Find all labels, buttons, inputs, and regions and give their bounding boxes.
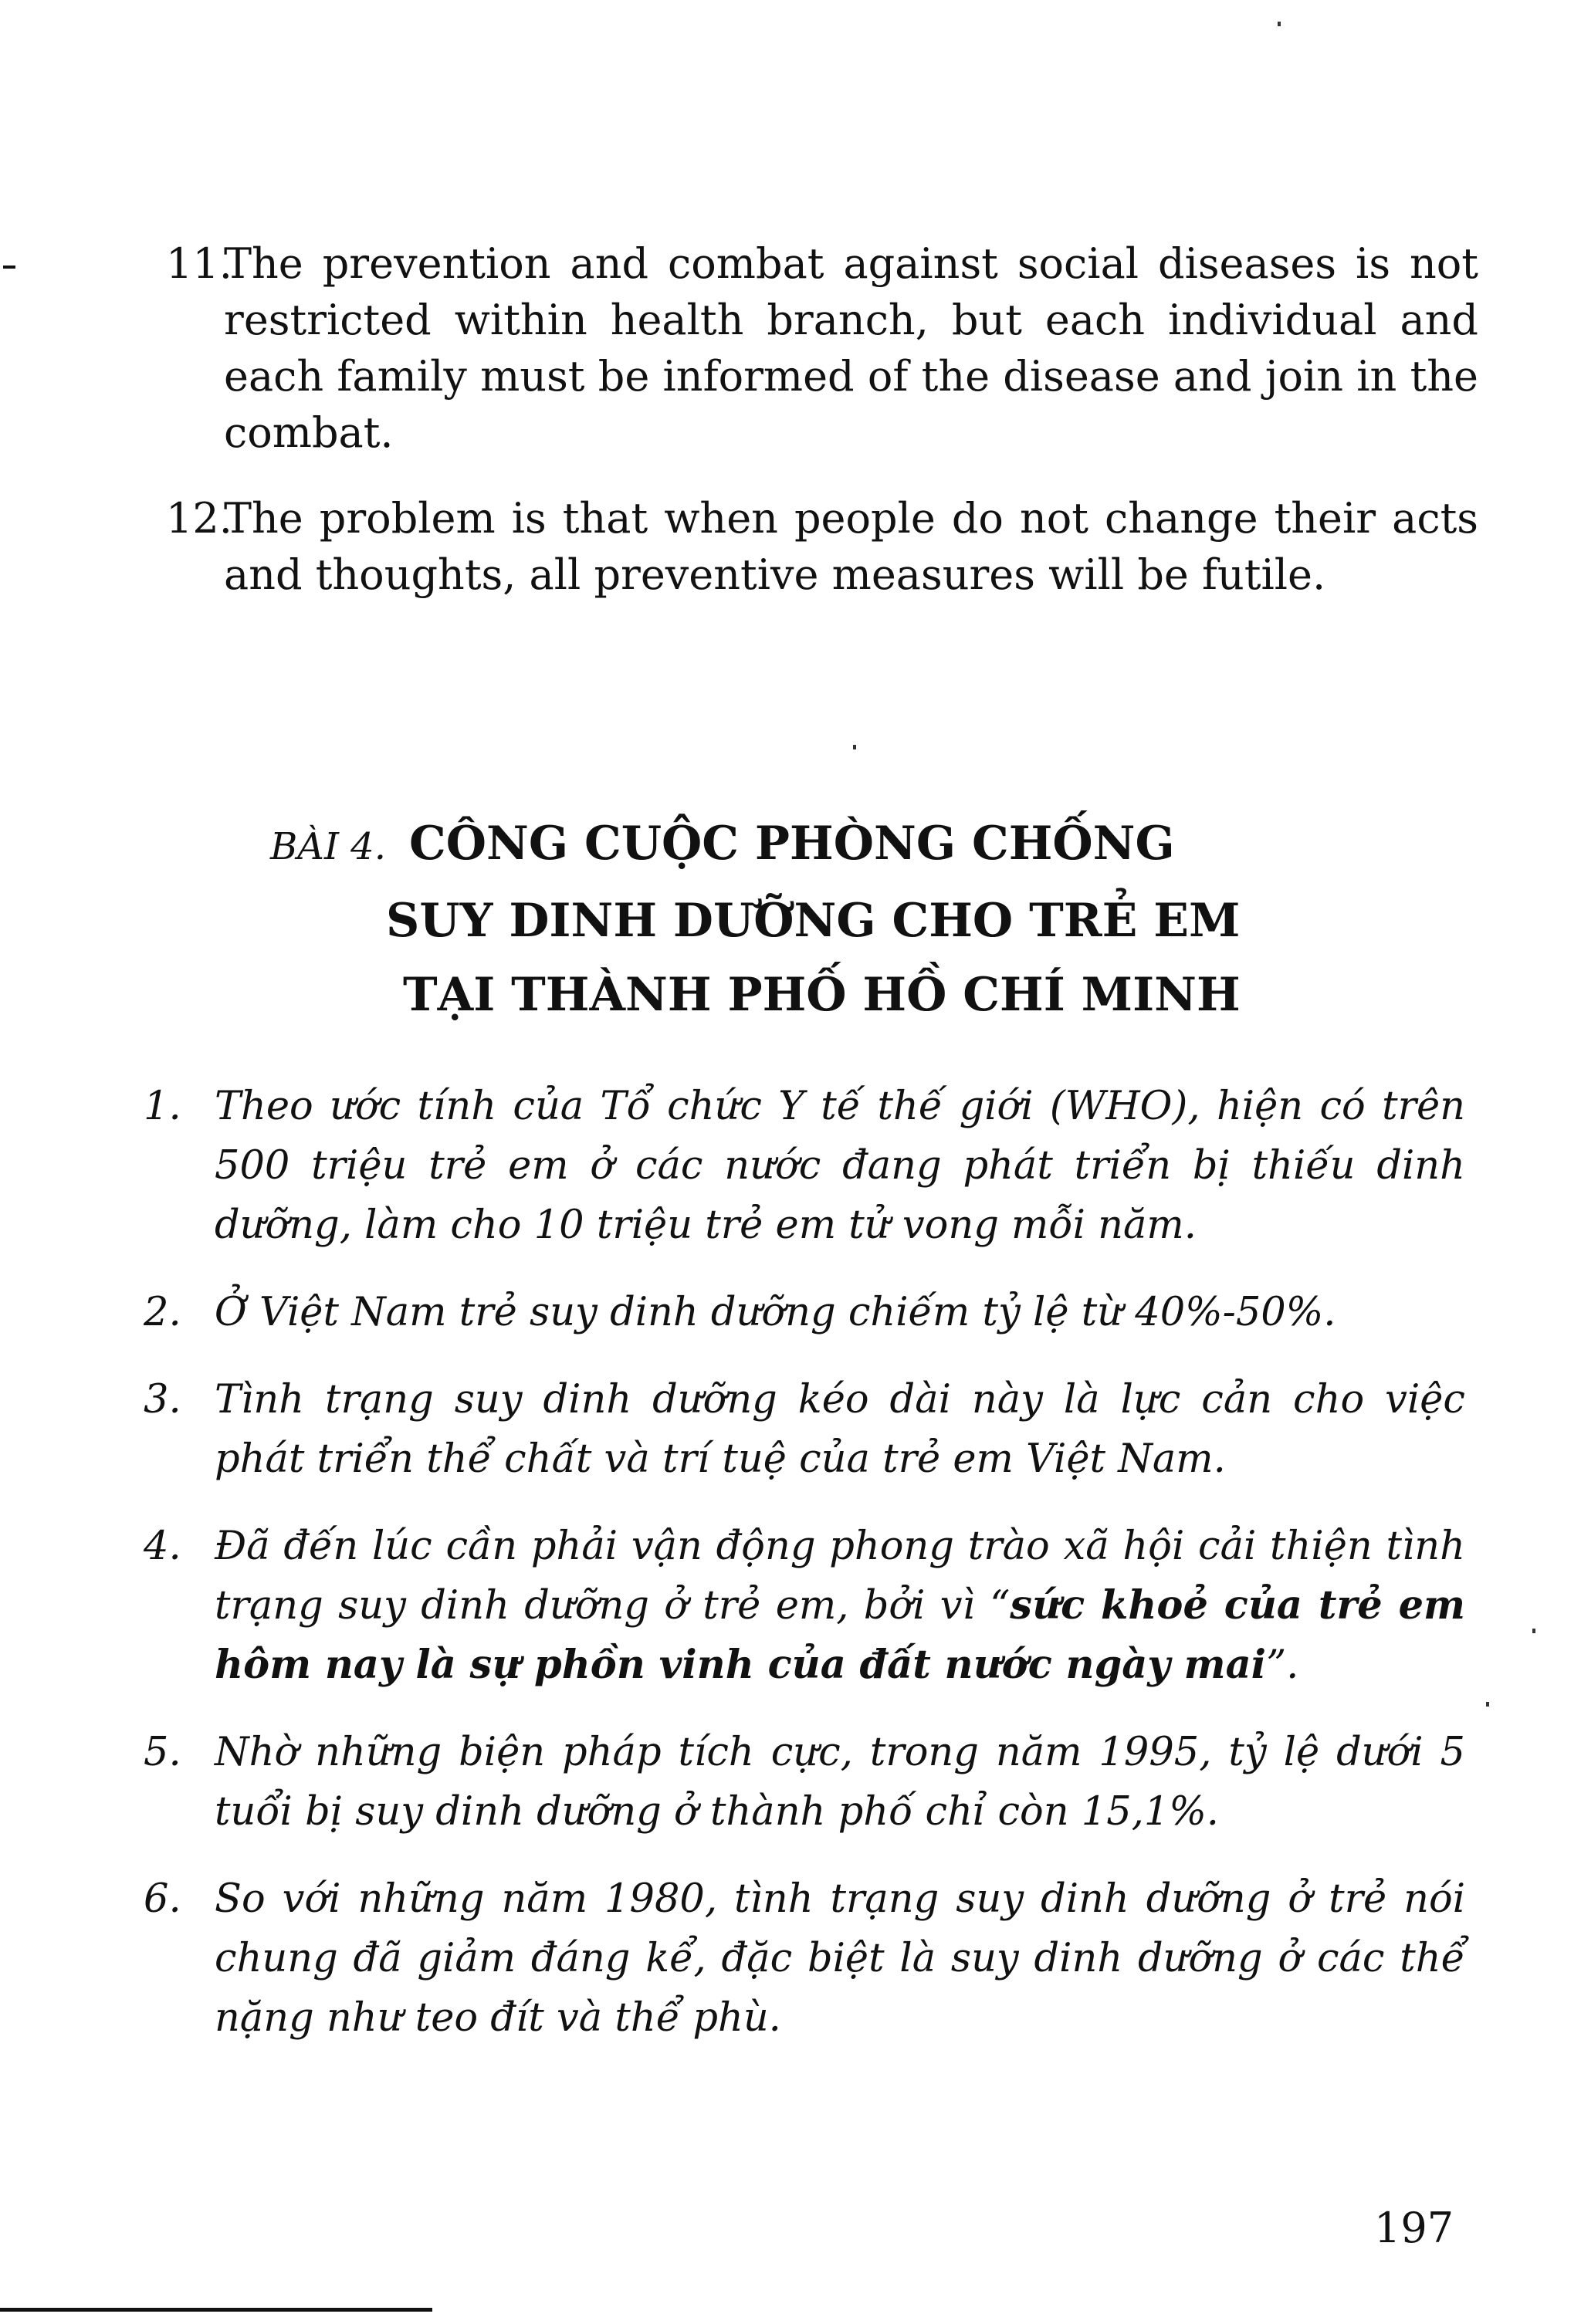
item-text: The prevention and combat against social diseases is not restricted within health branch, but each individual and each family must be informed of the disease and join in the combat. — [224, 239, 1478, 457]
english-list — [166, 235, 1478, 632]
list-item — [137, 1283, 1465, 1342]
item-text — [215, 1524, 1465, 1688]
list-item — [166, 235, 1478, 461]
item-number: 5. — [144, 1730, 181, 1775]
item-text: The problem is that when people do not change their acts and thoughts, all preventive measures will be futile. — [224, 494, 1478, 599]
item-text-bold-quote: sức khoẻ của trẻ em hôm nay là sự phồn vinh của đất nước ngày mai — [215, 1582, 1465, 1688]
item-number: 11. — [166, 239, 232, 288]
item-text: Tình trạng suy dinh dưỡng kéo dài này là lực cản cho việc phát triển thể chất và trí tuệ của trẻ em Việt Nam. — [215, 1377, 1465, 1482]
lesson-heading — [270, 807, 1274, 1032]
item-number: 3. — [144, 1377, 181, 1422]
scan-margin-mark — [3, 266, 15, 269]
list-item — [137, 1517, 1465, 1695]
item-number: 12. — [166, 494, 232, 543]
page-number: 197 — [1374, 2204, 1454, 2252]
item-text-end: ”. — [1266, 1642, 1299, 1688]
scan-speck — [1532, 1629, 1535, 1633]
list-item — [137, 1723, 1465, 1842]
heading-line-1: CÔNG CUỘC PHÒNG CHỐNG — [408, 817, 1175, 871]
heading-line-2: SUY DINH DƯỠNG CHO TRẺ EM — [386, 894, 1241, 948]
item-number: 4. — [144, 1524, 181, 1569]
list-item — [137, 1869, 1465, 2048]
vietnamese-list — [137, 1077, 1465, 2075]
item-number: 6. — [144, 1876, 181, 1922]
lesson-label: BÀI 4. — [270, 825, 386, 868]
item-text: Theo ước tính của Tổ chức Y tế thế giới (WHO), hiện có trên 500 triệu trẻ em ở các nước đang phát triển bị thiếu dinh dưỡng, làm cho 10 triệu trẻ em tử vong mỗi năm. — [215, 1084, 1465, 1248]
scan-speck — [1486, 1702, 1489, 1707]
scan-speck — [853, 745, 856, 749]
item-text: Ở Việt Nam trẻ suy dinh dưỡng chiếm tỷ lệ từ 40%-50%. — [215, 1290, 1336, 1335]
heading-line-3: TẠI THÀNH PHỐ HỒ CHÍ MINH — [403, 968, 1241, 1022]
list-item — [166, 490, 1478, 603]
item-number: 2. — [144, 1290, 181, 1335]
scan-bottom-rule — [0, 2308, 432, 2312]
list-item — [137, 1370, 1465, 1489]
item-text-start: Đã đến lúc cần phải vận động phong trào xã hội cải thiện tình trạng suy dinh dưỡng ở trẻ em, bởi vì “ — [215, 1524, 1465, 1629]
list-item — [137, 1077, 1465, 1255]
item-text: Nhờ những biện pháp tích cực, trong năm 1995, tỷ lệ dưới 5 tuổi bị suy dinh dưỡng ở thành phố chỉ còn 15,1%. — [215, 1730, 1465, 1835]
item-number: 1. — [144, 1084, 181, 1129]
item-text: So với những năm 1980, tình trạng suy dinh dưỡng ở trẻ nói chung đã giảm đáng kể, đặc biệt là suy dinh dưỡng ở các thể nặng như teo đít và thể phù. — [215, 1876, 1465, 2041]
scan-speck — [1278, 22, 1281, 26]
